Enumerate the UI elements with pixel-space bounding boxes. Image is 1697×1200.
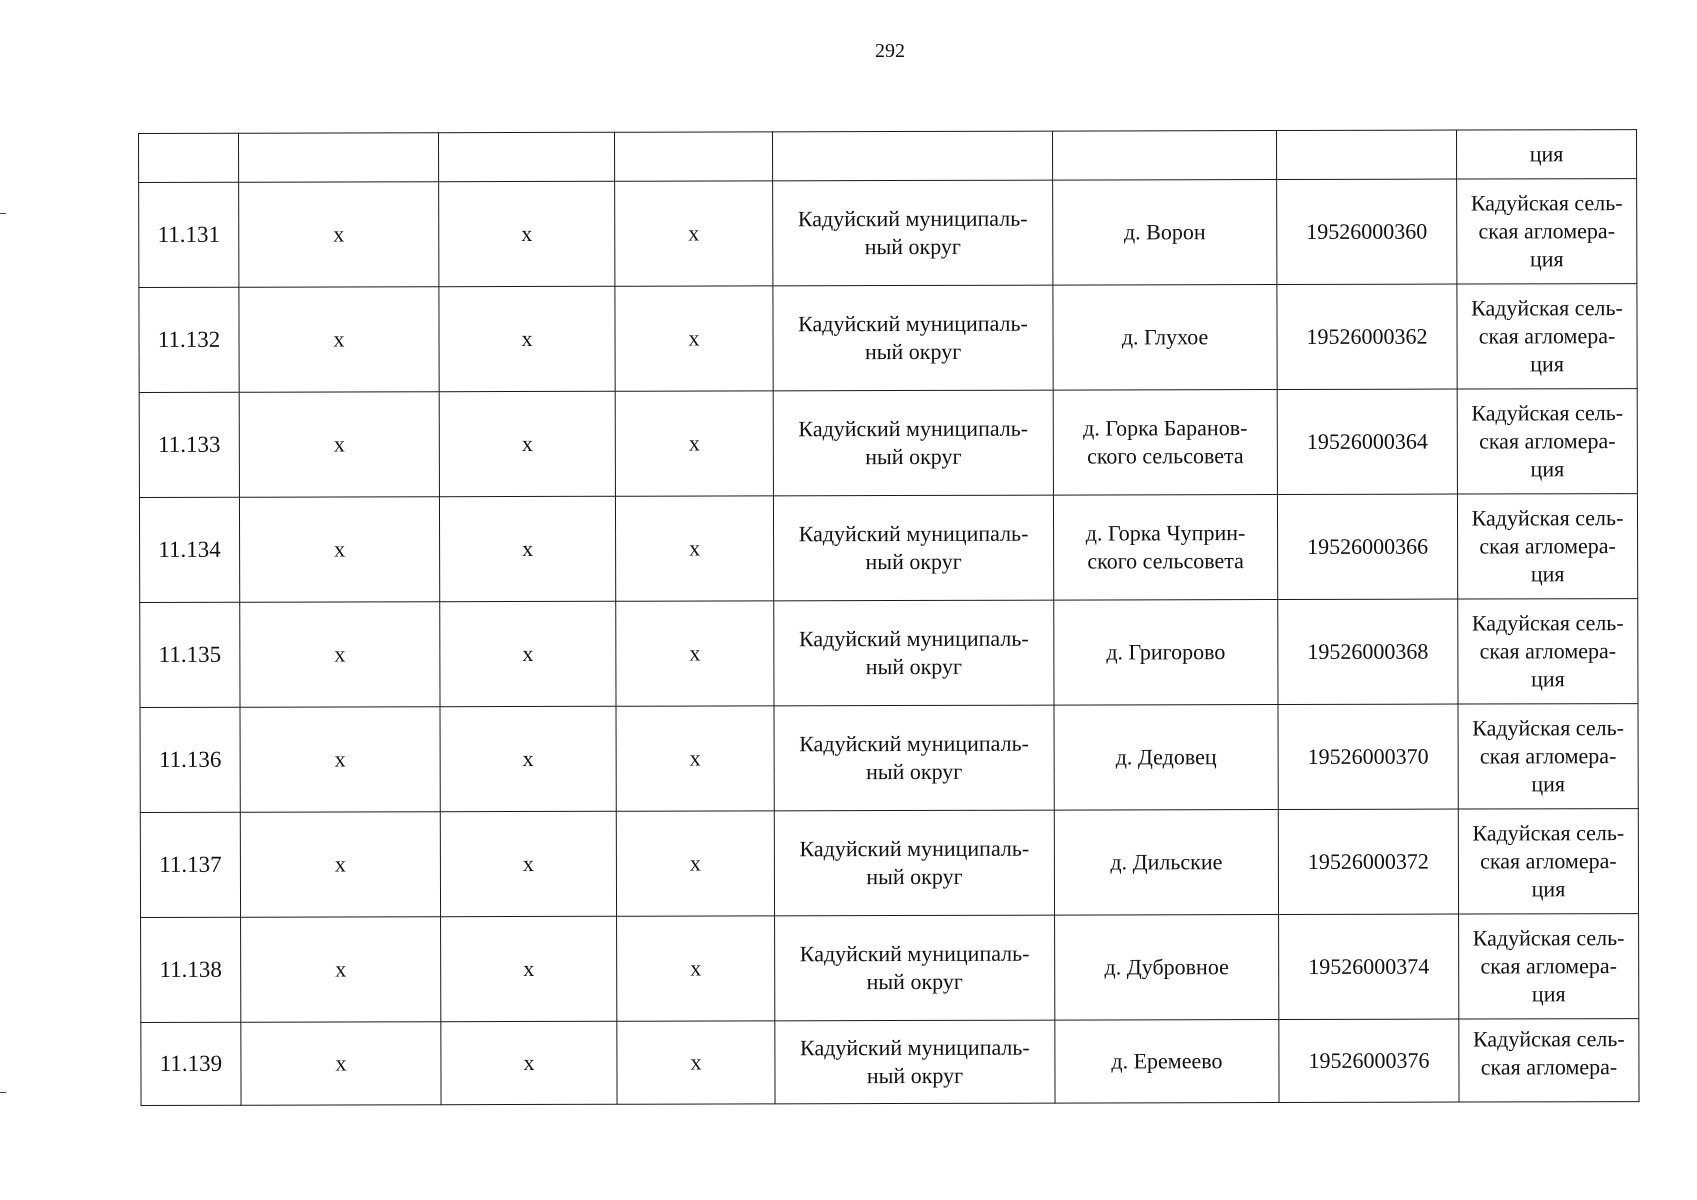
table-row [141,1019,1639,1106]
settlement-cell: д. Дубровное [1055,915,1279,1021]
table-cell [1052,131,1276,181]
marker-cell: х [441,1021,617,1104]
settlement-cell: д. Ворон [1053,180,1277,286]
row-number-cell: 11.138 [141,917,241,1022]
agglomeration-cell: Кадуйская сель- ская агломера- [1459,1019,1639,1102]
oktmo-code-cell: 19526000364 [1277,389,1457,494]
oktmo-code-cell: 19526000368 [1278,599,1458,704]
municipality-cell: Кадуйский муниципаль- ный округ [774,600,1054,706]
table-cell [239,133,439,183]
table-row [141,914,1639,1023]
municipality-cell: Кадуйский муниципаль- ный округ [773,495,1053,601]
marker-cell: х [439,181,615,286]
settlement-cell: д. Еремеево [1055,1020,1279,1104]
table-cell [772,131,1052,181]
settlement-cell: д. Горка Чуприн- ского сельсовета [1053,495,1277,601]
marker-cell: х [239,182,439,288]
row-number-cell: 11.132 [139,287,239,392]
municipality-cell: Кадуйский муниципаль- ный округ [774,810,1054,916]
agglomeration-cell: Кадуйская сель- ская агломера- ция [1457,284,1637,389]
marker-cell: х [615,391,773,496]
row-number-cell: 11.135 [140,602,240,707]
margin-mark [0,213,6,214]
marker-cell: х [239,287,439,393]
row-number-cell: 11.136 [140,707,240,812]
settlement-cell: д. Глухое [1053,285,1277,391]
municipality-cell: Кадуйский муниципаль- ный округ [773,285,1053,391]
marker-cell: х [239,497,439,603]
marker-cell: х [617,1021,775,1104]
table-cell [439,132,615,181]
table-row [140,704,1638,813]
page-number: 292 [875,40,905,62]
marker-cell: х [439,391,615,496]
marker-cell: х [439,496,615,601]
marker-cell: х [617,916,775,1021]
agglomeration-cell: Кадуйская сель- ская агломера- ция [1457,179,1637,284]
agglomeration-cell: Кадуйская сель- ская агломера- ция [1459,914,1639,1019]
table-row [140,599,1638,708]
table-cell: ция [1456,130,1636,179]
row-number-cell: 11.131 [139,182,239,287]
marker-cell: х [240,812,440,918]
oktmo-code-cell: 19526000366 [1277,494,1457,599]
agglomeration-cell: Кадуйская сель- ская агломера- ция [1457,494,1637,599]
table-row [139,494,1637,603]
table-row [140,809,1638,918]
marker-cell: х [241,1022,441,1106]
table-continuation-row [139,130,1637,183]
row-number-cell: 11.139 [141,1022,241,1105]
table-cell [614,132,772,181]
oktmo-code-cell: 19526000374 [1279,914,1459,1019]
agglomeration-cell: Кадуйская сель- ская агломера- ция [1458,704,1638,809]
marker-cell: х [239,392,439,498]
oktmo-code-cell: 19526000362 [1277,284,1457,389]
marker-cell: х [615,181,773,286]
table-row [139,389,1637,498]
marker-cell: х [440,601,616,706]
marker-cell: х [616,601,774,706]
marker-cell: х [616,706,774,811]
marker-cell: х [616,811,774,916]
marker-cell: х [615,496,773,601]
municipality-cell: Кадуйский муниципаль- ный округ [775,1020,1055,1104]
agglomeration-cell: Кадуйская сель- ская агломера- ция [1458,599,1638,704]
municipality-cell: Кадуйский муниципаль- ный округ [773,390,1053,496]
municipality-cell: Кадуйский муниципаль- ный округ [774,705,1054,811]
settlements-table [138,129,1640,1106]
table-cell [139,133,239,182]
marker-cell: х [440,811,616,916]
table-row [139,284,1637,393]
municipality-cell: Кадуйский муниципаль- ный округ [773,180,1053,286]
table-cell [1276,130,1456,179]
oktmo-code-cell: 19526000372 [1278,809,1458,914]
marker-cell: х [240,602,440,708]
marker-cell: х [615,286,773,391]
agglomeration-cell: Кадуйская сель- ская агломера- ция [1457,389,1637,494]
oktmo-code-cell: 19526000360 [1277,179,1457,284]
marker-cell: х [440,706,616,811]
municipality-cell: Кадуйский муниципаль- ный округ [775,915,1055,1021]
oktmo-code-cell: 19526000370 [1278,704,1458,809]
settlement-cell: д. Дедовец [1054,705,1278,811]
row-number-cell: 11.134 [139,497,239,602]
settlement-cell: д. Горка Баранов- ского сельсовета [1053,390,1277,496]
table-body [139,130,1640,1106]
table-row [139,179,1637,288]
agglomeration-cell: Кадуйская сель- ская агломера- ция [1458,809,1638,914]
settlement-cell: д. Григорово [1054,600,1278,706]
oktmo-code-cell: 19526000376 [1279,1019,1459,1102]
marker-cell: х [441,916,617,1021]
marker-cell: х [241,917,441,1023]
row-number-cell: 11.133 [139,392,239,497]
settlement-cell: д. Дильские [1054,810,1278,916]
row-number-cell: 11.137 [140,812,240,917]
margin-mark [0,1092,6,1093]
marker-cell: х [240,707,440,813]
marker-cell: х [439,286,615,391]
